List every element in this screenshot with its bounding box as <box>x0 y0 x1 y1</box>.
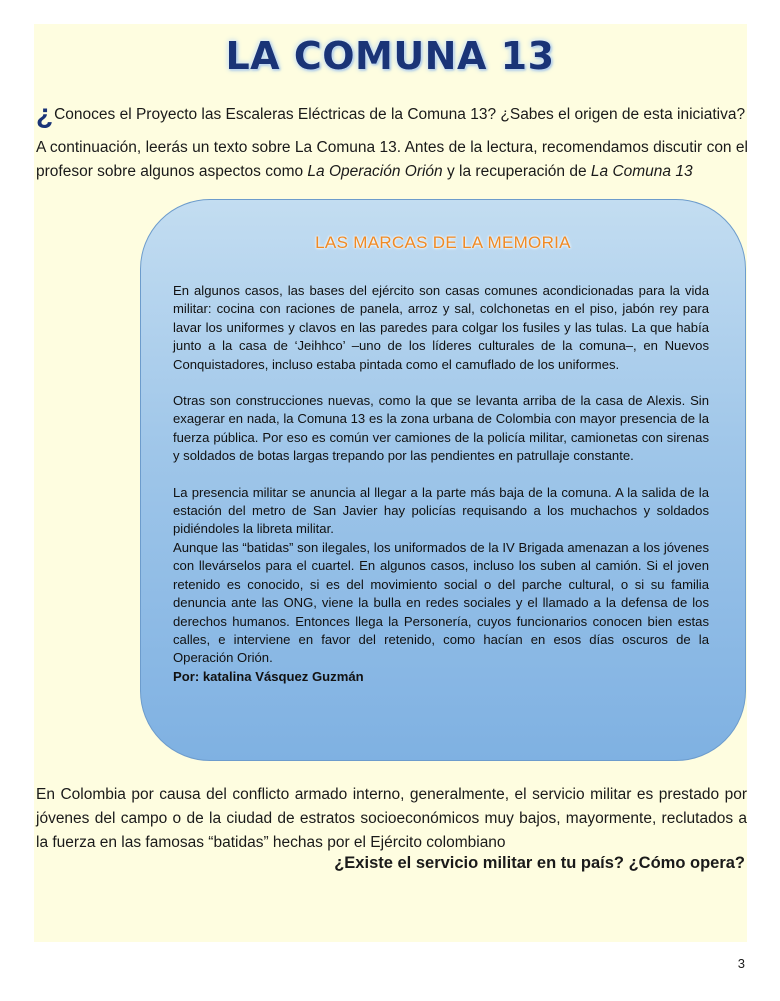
article-paragraph-1: En algunos casos, las bases del ejército son casas comunes acondicionadas para la vida militar: cocina con raciones de panela, arroz y sal, colchonetas en el piso, jabón rey para lavar los uniformes y clavos en las paredes para colgar los fusiles y las tulas. La que había junto a la casa de ‘Jeihhco’ –uno de los líderes culturales de la comuna–, en Nuevos Conquistadores, incluso estaba pintada como el camuflado de los uniformes. <box>173 283 709 372</box>
intro-emphasis-comuna: La Comuna 13 <box>590 163 693 180</box>
intro-text-mid: y la recuperación de <box>442 163 591 180</box>
article-title: LAS MARCAS DE LA MEMORIA <box>315 233 571 252</box>
article-paragraph-3: La presencia militar se anuncia al llegar a la parte más baja de la comuna. A la salida de la estación del metro de San Javier hay policías requisando a los muchachos y soldados pidiéndoles la libreta militar. <box>173 484 709 537</box>
intro-question-text: Conoces el Proyecto las Escaleras Eléctricas de la Comuna 13? ¿Sabes el origen de esta iniciativa? <box>54 106 746 123</box>
memory-article-box <box>140 199 746 761</box>
intro-emphasis-orion: La Operación Orión <box>307 163 443 180</box>
article-paragraph-4: Aunque las “batidas” son ilegales, los uniformados de la IV Brigada amenazan a los jóvenes con llevárselos para el cuartel. En algunos casos, incluso los suben al camión. Si el joven retenido es conocido, si es del movimiento social o del parche cultural, o si su familia denuncia ante las ONG, viene la bulla en redes sociales y el llamado a la defensa de los derechos humanos. Entonces llega la Personería, cuyos funcionarios conocen bien estas calles, e interviene en favor del retenido, como hacían en esos días oscuros de la Operación Orión. <box>173 539 709 666</box>
article-paragraph-2: Otras son construcciones nuevas, como la que se levanta arriba de la casa de Alexis. Sin exagerar en nada, la Comuna 13 es la zona urbana de Colombia con mayor presencia de la fuerza pública. Por eso es común ver camiones de la policía militar, camionetas con sirenas y soldados de botas largas trepando por las pendientes en patrullaje constante. <box>173 393 709 464</box>
intro-question <box>36 98 748 129</box>
page-title: LA COMUNA 13 <box>225 34 555 78</box>
closing-question: ¿Existe el servicio militar en tu país? ¿Cómo opera? <box>334 854 745 872</box>
article-author: Por: katalina Vásquez Guzmán <box>173 668 364 684</box>
article-body <box>173 282 709 686</box>
intro-paragraph <box>36 136 748 184</box>
question-mark-glyph: ¿ <box>36 98 54 129</box>
intro-text-start: A continuación, leerás un texto sobre La Comuna 13. Antes de la lectura, recomendamos discutir con el profesor sobre algunos aspectos como <box>36 139 748 180</box>
closing-paragraph: En Colombia por causa del conflicto armado interno, generalmente, el servicio militar es prestado por jóvenes del campo o de la ciudad de estratos socioeconómicos muy bajos, mayormente, reclutados a la fuerza en las famosas “batidas” hechas por el Ejército colombiano <box>36 786 747 851</box>
page-number: 3 <box>737 956 745 971</box>
